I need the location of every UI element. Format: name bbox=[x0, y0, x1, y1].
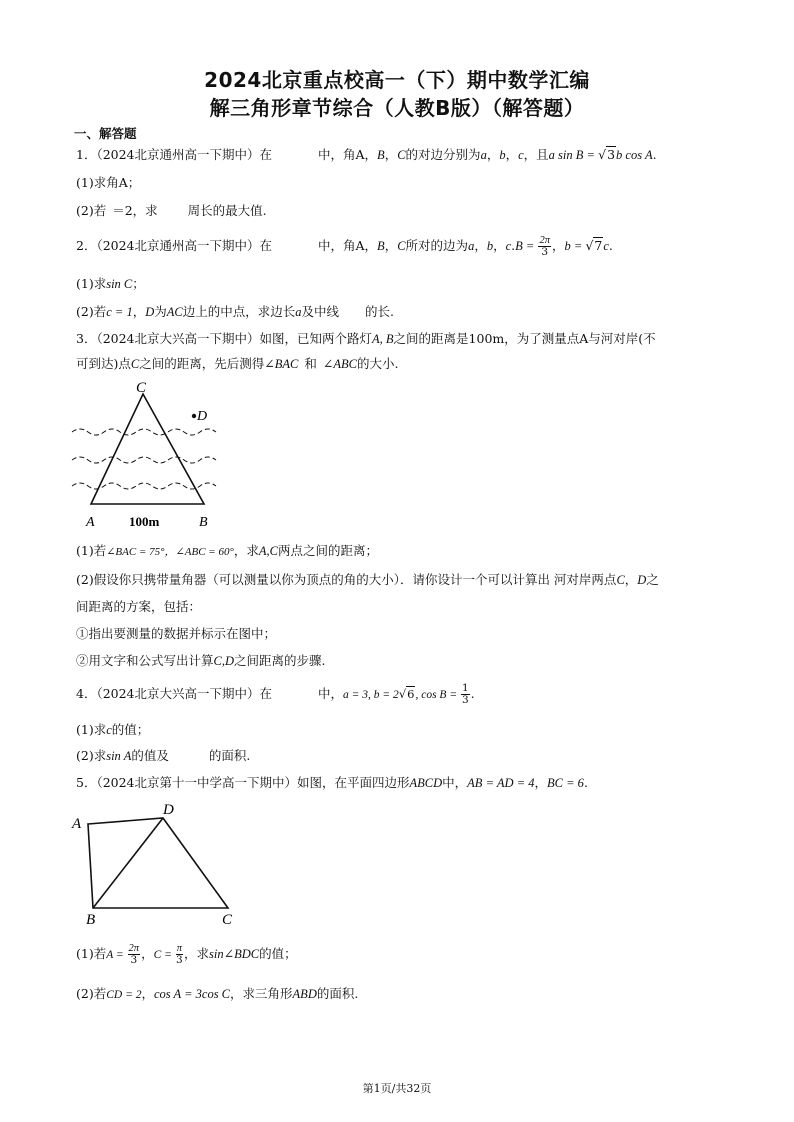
q3-part-2-item-1: ①指出要测量的数据并标示在图中； bbox=[76, 626, 277, 641]
q5-stem: 5．（2024北京第十一中学高一下期中）如图，在平面四边形ABCD中，AB = AD = 4，BC = 6. bbox=[76, 775, 588, 790]
q3-part-1: (1)若∠BAC = 75°，∠ABC = 60°，求A,C两点之间的距离； bbox=[76, 543, 378, 558]
q5-part-1: (1)若A = $\frac{2\pi}{3}$ ，C = $\frac{\pi}{3}$ ，求sin∠BDC的值； bbox=[76, 943, 297, 966]
q3-label-distance: 100m bbox=[129, 514, 160, 529]
q3-point-d bbox=[192, 414, 196, 418]
q4-part-2: (2)求sin A的值及 的面积. bbox=[76, 748, 251, 763]
q3-river-wave-1 bbox=[72, 429, 216, 435]
q5-diagonal-bd bbox=[93, 818, 163, 908]
page-footer: 第1页/共32页 bbox=[362, 1082, 432, 1095]
q5-quadrilateral-figure bbox=[66, 796, 256, 931]
q3-part-2-item-2: ②用文字和公式写出计算C,D之间距离的步骤. bbox=[76, 653, 326, 668]
q3-river-figure bbox=[66, 376, 236, 536]
q4-stem: 4．（2024北京大兴高一下期中）在 中，a = 3, b = 2√6, cos B = $\frac{1}{3}$ . bbox=[76, 682, 475, 706]
q1-part-1: (1)求角A； bbox=[76, 175, 141, 190]
q3-label-c: C bbox=[136, 380, 147, 396]
q1-part-2: (2)若 ＝2，求 周长的最大值. bbox=[76, 203, 267, 218]
q2-stem: 2．（2024北京通州高一下期中）在 中，角A，B，C所对的边为a，b，c.B = $\frac{2\pi}{3}$ ，b = √7c. bbox=[76, 235, 613, 258]
q5-label-a: A bbox=[72, 816, 82, 832]
q3-part-2-line-1: (2)假设你只携带量角器（可以测量以你为顶点的角的大小）．请你设计一个可以计算出 河对岸两点C，D之 bbox=[76, 572, 659, 587]
q5-part-2: (2)若CD = 2，cos A = 3cos C，求三角形ABD的面积. bbox=[76, 986, 359, 1001]
title-line-2: 解三角形章节综合（人教B版）（解答题） bbox=[209, 96, 585, 120]
q1-stem: 1．（2024北京通州高一下期中）在 中，角A，B，C的对边分别为a，b，c，且a sin B = √3b cos A. bbox=[76, 147, 657, 162]
q5-label-d: D bbox=[163, 802, 174, 818]
q5-label-c: C bbox=[222, 912, 233, 928]
q3-river-wave-2 bbox=[72, 457, 216, 463]
q3-label-a: A bbox=[86, 515, 95, 530]
q5-quadrilateral bbox=[88, 818, 228, 908]
q2-part-1: (1)求sin C； bbox=[76, 276, 145, 291]
q3-label-d: D bbox=[197, 409, 208, 424]
q4-part-1: (1)求c的值； bbox=[76, 722, 150, 737]
section-heading: 一、解答题 bbox=[74, 126, 137, 141]
title-line-1: 2024北京重点校高一（下）期中数学汇编 bbox=[204, 68, 590, 92]
q3-label-b: B bbox=[199, 515, 208, 530]
q3-stem-line-2: 可到达)点C之间的距离，先后测得∠BAC 和 ∠ABC的大小. bbox=[76, 356, 399, 371]
q2-part-2: (2)若c = 1，D为AC边上的中点，求边长a及中线 的长. bbox=[76, 304, 395, 319]
q3-part-2-line-2: 间距离的方案，包括： bbox=[76, 599, 202, 614]
q3-stem-line-1: 3．（2024北京大兴高一下期中）如图，已知两个路灯A, B之间的距离是100m，为了测量点A与河对岸(不 bbox=[76, 331, 656, 346]
q5-label-b: B bbox=[86, 912, 96, 928]
